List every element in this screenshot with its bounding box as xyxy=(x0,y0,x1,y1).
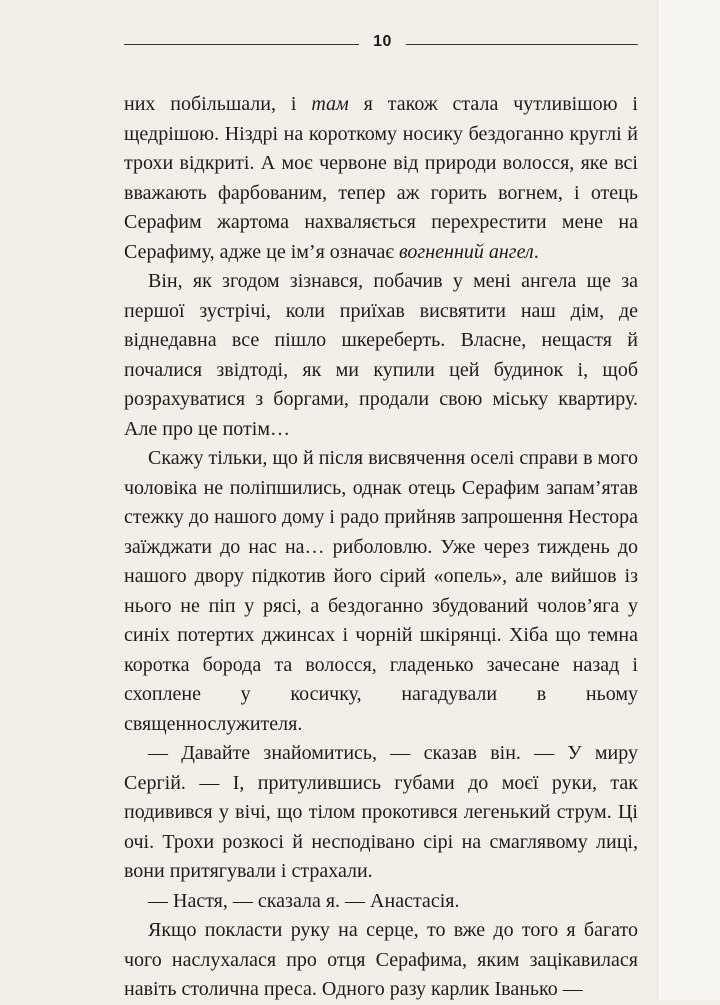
paragraph-6: Якщо покласти руку на серце, то вже до того я багато чого наслухалася про отця Серафима, яким зацікавилася навіть столична преса. Одного разу карлик Іванько — xyxy=(124,919,638,1000)
running-header xyxy=(124,30,638,60)
italic-term: там xyxy=(311,93,349,115)
dialogue-line: — Давайте знайомитись, — сказав він. — У миру Сергій. — І, притулившись губами до моєї руки, так подивився у вічі, що тілом прокотився легенький струм. Ці очі. Трохи розкосі й несподівано сірі на смаглявому лиці, вони притягували і страхали. xyxy=(124,742,638,882)
dialogue-line: — Настя, — сказала я. — Анастасія. xyxy=(148,889,460,912)
text-run: я також стала чутливішою і щедрішою. Ніздрі на короткому носику бездоганно круглі й трохи відкриті. А моє червоне від природи волосся, яке всі вважають фарбованим, тепер аж горить вогнем, і отець Серафим жартома нахваляється перехрестити мене на Серафиму, адже це ім’я означає xyxy=(124,93,638,263)
page-edge xyxy=(657,0,720,1000)
paragraph-1 xyxy=(124,90,638,267)
italic-term: вогненний ангел xyxy=(399,240,534,263)
page-number: 10 xyxy=(373,33,392,50)
paragraph-2: Він, як згодом зізнався, побачив у мені ангела ще за першої зустрічі, коли приїхав висвятити наш дім, де віднедавна все пішло шкереберть. Власне, нещастя й почалися звідтоді, як ми купили цей будинок і, щоб розрахуватися з боргами, продали свою міську квартиру. Але про це потім… xyxy=(124,270,638,440)
body-text xyxy=(124,90,638,1005)
paragraph-3: Скажу тільки, що й після висвячення оселі справи в мого чоловіка не поліпшились, однак отець Серафим запам’ятав стежку до нашого дому і радо прийняв запрошення Нестора заїжджати до нас на… риболовлю. Уже через тиждень до нашого двору підкотив його сірий «опель», але вийшов із нього не піп у рясі, а бездоганно збудований чолов’яга у синіх потертих джинсах і чорній шкірянці. Хіба що темна коротка борода та волосся, гладенько зачесане назад і схоплене у косичку, нагадували в ньому священнослужителя. xyxy=(124,447,638,735)
header-rule-left xyxy=(124,44,359,45)
text-run: . xyxy=(533,240,539,263)
header-rule-right xyxy=(406,44,638,45)
text-run: них побільшали, і xyxy=(124,93,312,115)
